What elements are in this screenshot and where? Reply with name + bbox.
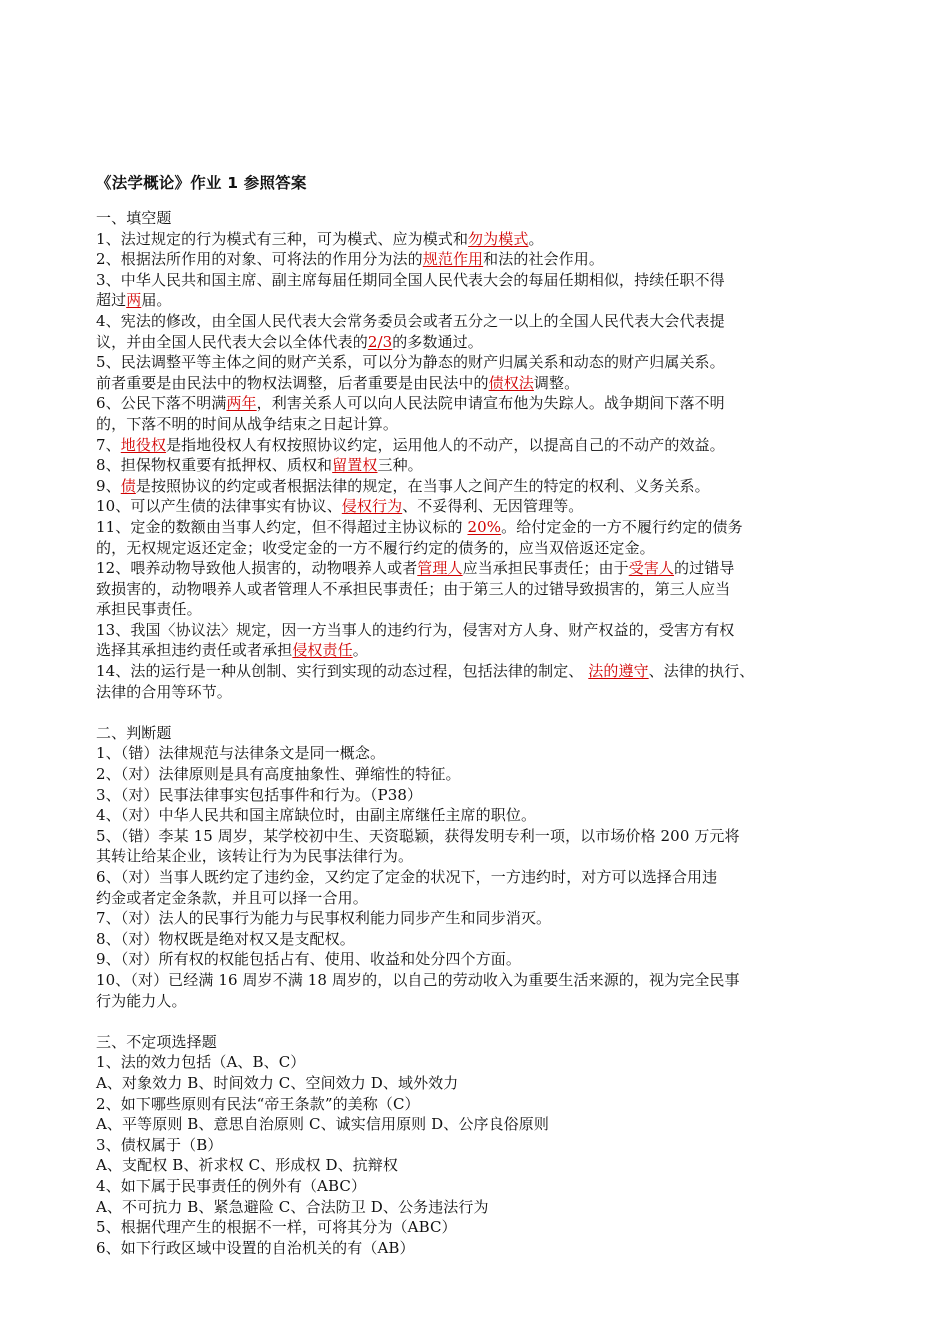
line-text: A、支配权 B、祈求权 C、形成权 D、抗辩权 [96,1156,398,1175]
document-body [96,172,866,1258]
text-line [96,661,866,682]
text-line [96,311,866,332]
line-text: 致损害的，动物喂养人或者管理人不承担民事责任；由于第三人的过错导致损害的，第三人应当 [96,579,731,598]
line-text: 、不妥得利、无因管理等。 [402,497,584,516]
line-text: A、对象效力 B、时间效力 C、空间效力 D、域外效力 [96,1073,459,1092]
line-text: ，利害关系人可以向人民法院申请宣布他为失踪人。战争期间下落不明 [256,394,725,413]
line-text: 和法的社会作用。 [483,250,604,269]
text-line [96,1217,866,1238]
text-line [96,332,866,353]
text-line [96,682,866,703]
text-line [96,785,866,806]
answer-text: 侵权责任 [292,641,353,660]
text-line [96,1094,866,1115]
text-line [96,1176,866,1197]
section-heading: 三、不定项选择题 [96,1032,217,1051]
line-text: 5、民法调整平等主体之间的财产关系，可以分为静态的财产归属关系和动态的财产归属关系。 [96,353,725,372]
answer-text: 规范作用 [422,250,484,269]
text-line [96,1238,866,1259]
line-text: 3、（对）民事法律事实包括事件和行为。（P38） [96,785,423,804]
text-line [96,435,866,456]
text-line [96,846,866,867]
line-text: 其转让给某企业，该转让行为为民事法律行为。 [96,847,414,866]
line-text: 8、（对）物权既是绝对权又是支配权。 [96,929,355,948]
line-text: 10、可以产生债的法律事实有协议、 [96,497,342,516]
line-text: 4、如下属于民事责任的例外有（ABC） [96,1176,367,1195]
text-line [96,476,866,497]
line-text: 2、根据法所作用的对象、可将法的作用分为法的 [96,250,423,269]
line-text: A、平等原则 B、意思自治原则 C、诚实信用原则 D、公序良俗原则 [96,1115,549,1134]
text-line [96,908,866,929]
line-text: 12、喂养动物导致他人损害的，动物喂养人或者 [96,559,418,578]
line-text: 行为能力人。 [96,991,187,1010]
line-text: 1、法过规定的行为模式有三种，可为模式、应为模式和 [96,229,469,248]
line-text: 2、（对）法律原则是具有高度抽象性、弹缩性的特征。 [96,765,461,784]
line-text: 的多数通过。 [392,332,483,351]
text-line [96,640,866,661]
line-text: 、法律的执行、 [648,662,755,681]
line-text: 9、 [96,476,121,495]
line-text: 6、公民下落不明满 [96,394,227,413]
text-line [96,455,866,476]
text-line [96,393,866,414]
text-line [96,991,866,1012]
text-line [96,620,866,641]
answer-text: 勿为模式 [468,229,529,248]
text-line [96,764,866,785]
answer-text: 留置权 [332,456,378,475]
line-text: 。给付定金的一方不履行约定的债务 [501,517,743,536]
text-line [96,929,866,950]
line-text: 是按照协议的约定或者根据法律的规定，在当事人之间产生的特定的权利、义务关系。 [135,476,710,495]
line-text: 1、法的效力包括（A、B、C） [96,1053,306,1072]
line-text: 2、如下哪些原则有民法“帝王条款”的美称（C） [96,1094,420,1113]
line-text: 7、（对）法人的民事行为能力与民事权利能力同步产生和同步消灭。 [96,909,552,928]
sections-container [96,208,866,1258]
text-line [96,743,866,764]
answer-text: 管理人 [417,559,463,578]
line-text: 4、（对）中华人民共和国主席缺位时，由副主席继任主席的职位。 [96,806,537,825]
text-line [96,249,866,270]
line-text: 调整。 [533,373,580,392]
line-text: 3、债权属于（B） [96,1135,223,1154]
section-spacer [96,702,866,723]
answer-text: 20% [467,517,502,536]
text-line [96,1114,866,1135]
line-text: A、不可抗力 B、紧急避险 C、合法防卫 D、公务违法行为 [96,1197,489,1216]
line-text: 议，并由全国人民代表大会以全体代表的 [96,332,368,351]
line-text: 应当承担民事责任；由于 [462,559,629,578]
answer-text: 2/3 [367,332,393,351]
answer-text: 受害人 [628,559,675,578]
line-text: 5、根据代理产生的根据不一样，可将其分为（ABC） [96,1218,457,1237]
text-line [96,867,866,888]
text-line [96,229,866,250]
answer-text: 两 [126,291,142,310]
text-line [96,517,866,538]
answer-text: 两年 [226,394,257,413]
text-line [96,888,866,909]
text-line [96,826,866,847]
text-line [96,970,866,991]
line-text: 。 [352,641,368,660]
line-text: 的，无权规定返还定金；收受定金的一方不履行约定的债务的，应当双倍返还定金。 [96,538,655,557]
line-text: 7、 [96,435,121,454]
line-text: 超过 [96,291,127,310]
line-text: 。 [528,229,544,248]
text-line [96,290,866,311]
answer-text: 债 [120,476,136,495]
line-text: 三种。 [377,456,423,475]
line-text: 13、我国〈协议法〉规定，因一方当事人的违约行为，侵害对方人身、财产权益的，受害方有权 [96,620,735,639]
text-line [96,805,866,826]
document-title: 《法学概论》作业 1 参照答案 [96,174,307,192]
line-text: 5、（错）李某 15 周岁，某学校初中生、天资聪颖，获得发明专利一项，以市场价格 200 万元将 [96,826,740,845]
text-line [96,373,866,394]
answer-text: 地役权 [120,435,167,454]
section-spacer [96,1011,866,1032]
text-line [96,496,866,517]
text-line [96,352,866,373]
text-line [96,1052,866,1073]
line-text: 4、宪法的修改，由全国人民代表大会常务委员会或者五分之一以上的全国人民代表大会代表提 [96,311,725,330]
line-text: 11、定金的数额由当事人约定，但不得超过主协议标的 [96,517,468,536]
line-text: 约金或者定金条款，并且可以择一合用。 [96,888,368,907]
text-line [96,579,866,600]
answer-text: 债权法 [488,373,534,392]
line-text: 法律的合用等环节。 [96,682,232,701]
text-line [96,949,866,970]
text-line [96,1135,866,1156]
line-text: 9、（对）所有权的权能包括占有、使用、收益和处分四个方面。 [96,950,521,969]
line-text: 10、（对）已经满 16 周岁不满 18 周岁的，以自己的劳动收入为重要生活来源的，视为完全民事 [96,970,740,989]
line-text: 8、担保物权重要有抵押权、质权和 [96,456,333,475]
line-text: 6、如下行政区域中设置的自治机关的有（AB） [96,1238,415,1257]
answer-text: 法的遵守 [588,662,649,681]
section-heading: 二、判断题 [96,723,172,742]
line-text: 1、（错）法律规范与法律条文是同一概念。 [96,744,386,763]
line-text: 承担民事责任。 [96,600,202,619]
line-text: 6、（对）当事人既约定了违约金，又约定了定金的状况下，一方违约时，对方可以选择合用违 [96,868,718,886]
line-text: 选择其承担违约责任或者承担 [96,641,293,660]
line-text: 14、法的运行是一种从创制、实行到实现的动态过程，包括法律的制定、 [96,662,589,681]
text-line [96,414,866,435]
text-line [96,270,866,291]
text-line [96,1073,866,1094]
line-text: 的，下落不明的时间从战争结束之日起计算。 [96,414,399,433]
line-text: 届。 [141,291,172,310]
line-text: 是指地役权人有权按照协议约定，运用他人的不动产，以提高自己的不动产的效益。 [166,435,725,454]
text-line [96,558,866,579]
answer-text: 侵权行为 [341,497,403,516]
line-text: 前者重要是由民法中的物权法调整，后者重要是由民法中的 [96,373,489,392]
line-text: 的过错导 [674,559,735,578]
line-text: 3、中华人民共和国主席、副主席每届任期同全国人民代表大会的每届任期相似，持续任职不得 [96,270,725,289]
text-line [96,538,866,559]
text-line [96,599,866,620]
text-line [96,1155,866,1176]
section-heading: 一、填空题 [96,209,172,227]
text-line [96,1197,866,1218]
